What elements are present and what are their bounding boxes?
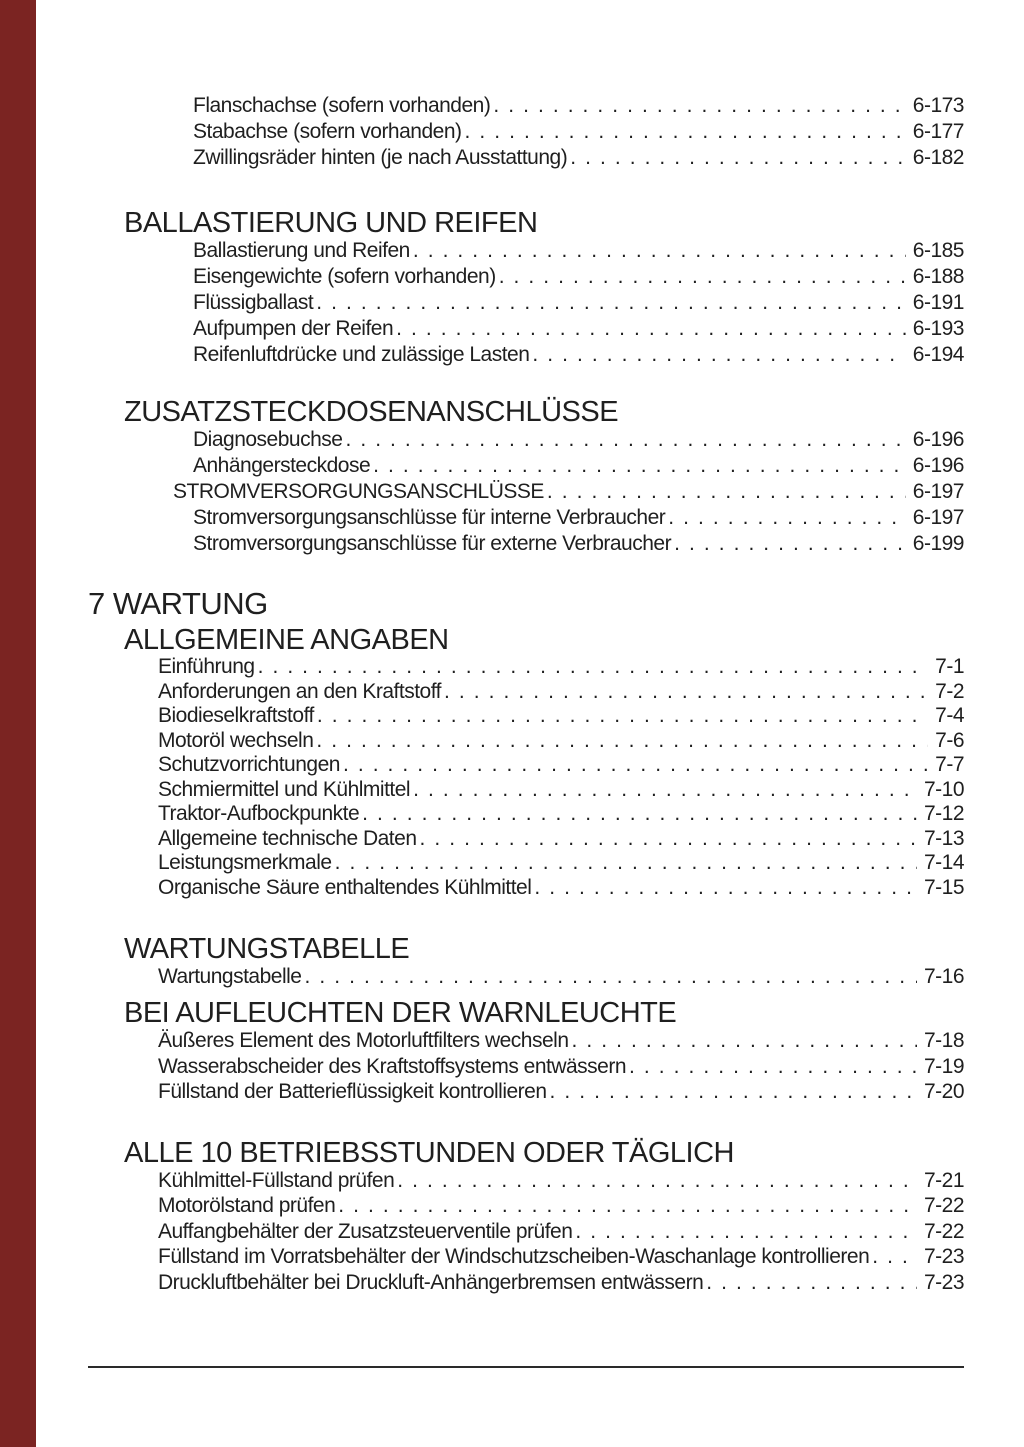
toc-entry-page: 6-199 (912, 532, 964, 555)
dot-leader (493, 93, 905, 119)
toc-entry (88, 505, 964, 531)
toc-entry (88, 145, 964, 171)
dot-leader (534, 876, 917, 901)
dot-leader (575, 1219, 917, 1245)
toc-entry-page: 7-23 (923, 1270, 964, 1294)
dot-leader (317, 704, 928, 729)
section-heading: BEI AUFLEUCHTEN DER WARNLEUCHTE (124, 997, 677, 1029)
toc-entry-page: 7-20 (923, 1080, 964, 1103)
dot-leader (420, 827, 917, 852)
toc-entry (88, 1054, 964, 1080)
dot-leader (674, 531, 906, 557)
dot-leader (316, 729, 928, 754)
toc-entry-label: Allgemeine technische Daten (158, 826, 417, 850)
toc-content (88, 0, 964, 1368)
toc-block (88, 998, 964, 1105)
toc-entry-page: 7-22 (923, 1194, 964, 1217)
toc-entry (88, 655, 964, 680)
toc-entry-label: Biodieselkraftstoff (158, 704, 314, 727)
toc-entry (88, 1193, 964, 1219)
toc-entry (88, 680, 964, 705)
toc-entry-label: Stromversorgungsanschlüsse für externe Verbraucher (193, 532, 672, 555)
chapter-title: 7 WARTUNG (88, 586, 268, 621)
toc-entry-label: Eisengewichte (sofern vorhanden) (193, 265, 496, 288)
dot-leader (338, 1193, 917, 1219)
toc-entry-page: 6-196 (912, 428, 964, 451)
toc-entry (88, 851, 964, 876)
dot-leader (629, 1054, 917, 1080)
dot-leader (444, 680, 928, 705)
toc-entry-label: Schmiermittel und Kühlmittel (158, 777, 411, 801)
toc-entry-page: 7-6 (935, 728, 964, 752)
dot-leader (550, 1079, 917, 1105)
toc-entry-label: Füllstand der Batterieflüssigkeit kontrollieren (158, 1080, 547, 1103)
dot-leader (570, 145, 906, 171)
toc-entry (88, 93, 964, 119)
toc-entry-page: 7-19 (923, 1054, 964, 1078)
toc-entry (88, 802, 964, 827)
toc-entry-label: Zwillingsräder hinten (je nach Ausstattung) (193, 146, 568, 169)
toc-entry (88, 704, 964, 729)
toc-entry (88, 264, 964, 290)
dot-leader (532, 342, 905, 368)
section-heading: ALLE 10 BETRIEBSSTUNDEN ODER TÄGLICH (124, 1136, 734, 1169)
dot-leader (499, 264, 906, 290)
toc-entry (88, 316, 964, 342)
toc-entry (88, 479, 964, 505)
toc-entry-page: 7-12 (923, 802, 964, 825)
toc-entry-label: Stabachse (sofern vorhanden) (193, 120, 462, 143)
toc-entry (88, 1219, 964, 1245)
toc-entry (88, 531, 964, 557)
toc-entry (88, 1244, 964, 1270)
footer-divider (88, 1366, 964, 1368)
toc-entry-page: 7-18 (923, 1029, 964, 1052)
toc-block (88, 397, 964, 557)
section-heading: ALLGEMEINE ANGABEN (124, 624, 449, 656)
toc-entry-page: 7-22 (923, 1219, 964, 1243)
toc-entry-label: Einführung (158, 655, 255, 678)
toc-entry-page: 6-191 (912, 291, 964, 314)
toc-entry-label: Wartungstabelle (158, 965, 302, 988)
toc-block (88, 208, 964, 368)
toc-entry-label: Motoröl wechseln (158, 728, 314, 752)
dot-leader (465, 119, 906, 145)
toc-entry-page: 7-23 (923, 1245, 964, 1268)
toc-entry-label: Ballastierung und Reifen (193, 239, 410, 262)
toc-entry-label: Flüssigballast (193, 291, 314, 314)
toc-entry-label: Füllstand im Vorratsbehälter der Windschutzscheiben-Waschanlage kontrollieren (158, 1245, 870, 1268)
toc-entry (88, 342, 964, 368)
toc-entry-page: 6-182 (912, 146, 964, 169)
toc-entry (88, 238, 964, 264)
toc-entry-label: Wasserabscheider des Kraftstoffsystems entwässern (158, 1054, 627, 1078)
toc-entry-page: 6-185 (912, 239, 964, 262)
toc-entry (88, 876, 964, 901)
toc-entry (88, 964, 964, 990)
dot-leader (335, 851, 917, 876)
section-heading: ZUSATZSTECKDOSENANSCHLÜSSE (124, 396, 619, 428)
toc-entry-label: Auffangbehälter der Zusatzsteuerventile prüfen (158, 1219, 573, 1243)
toc-block (88, 93, 964, 171)
toc-entry-page: 6-188 (912, 265, 964, 288)
toc-entry-page: 6-193 (912, 317, 964, 340)
toc-entry-page: 7-14 (923, 851, 964, 874)
toc-entry-label: Traktor-Aufbockpunkte (158, 802, 360, 825)
toc-entry-label: Anforderungen an den Kraftstoff (158, 679, 441, 703)
toc-entry (88, 1168, 964, 1194)
toc-entry-label: Druckluftbehälter bei Druckluft-Anhängerbremsen entwässern (158, 1270, 704, 1294)
toc-entry (88, 1028, 964, 1054)
toc-entry-label: Äußeres Element des Motorluftfilters wechseln (158, 1029, 569, 1052)
toc-entry-page: 7-21 (923, 1168, 964, 1192)
toc-entry-label: Diagnosebuchse (193, 428, 343, 451)
toc-entry-page: 6-197 (912, 506, 964, 529)
dot-leader (316, 290, 906, 316)
toc-entry-page: 7-15 (923, 875, 964, 899)
toc-entry-page: 6-194 (912, 343, 964, 366)
chapter-edge-bar (0, 0, 36, 1447)
dot-leader (258, 655, 929, 680)
toc-entry-page: 7-1 (935, 655, 964, 678)
dot-leader (396, 316, 906, 342)
toc-entry-page: 7-16 (923, 965, 964, 988)
chapter-block (88, 587, 964, 621)
toc-entry-label: STROMVERSORGUNGSANSCHLÜSSE (173, 480, 544, 503)
toc-entry (88, 778, 964, 803)
toc-entry-page: 6-197 (912, 480, 964, 503)
dot-leader (706, 1270, 917, 1296)
dot-leader (345, 427, 905, 453)
toc-entry-page: 7-2 (935, 679, 964, 703)
toc-entry (88, 729, 964, 754)
toc-entry-label: Organische Säure enthaltendes Kühlmittel (158, 875, 532, 899)
toc-entry-label: Kühlmittel-Füllstand prüfen (158, 1168, 395, 1192)
dot-leader (572, 1028, 917, 1054)
section-heading: BALLASTIERUNG UND REIFEN (124, 207, 538, 239)
toc-entry-page: 7-13 (923, 826, 964, 850)
dot-leader (362, 802, 917, 827)
toc-entry-label: Motorölstand prüfen (158, 1194, 336, 1217)
dot-leader (872, 1244, 917, 1270)
toc-entry (88, 1079, 964, 1105)
toc-entry-label: Aufpumpen der Reifen (193, 317, 394, 340)
toc-block (88, 1138, 964, 1296)
dot-leader (547, 479, 906, 505)
dot-leader (413, 778, 917, 803)
toc-entry-label: Flanschachse (sofern vorhanden) (193, 94, 491, 117)
section-heading: WARTUNGSTABELLE (124, 933, 410, 965)
toc-entry-page: 7-10 (923, 777, 964, 801)
dot-leader (304, 964, 917, 990)
dot-leader (343, 753, 928, 778)
toc-entry (88, 453, 964, 479)
dot-leader (397, 1168, 917, 1194)
toc-entry (88, 427, 964, 453)
toc-entry-label: Reifenluftdrücke und zulässige Lasten (193, 343, 530, 366)
toc-entry-label: Leistungsmerkmale (158, 851, 332, 874)
toc-entry-page: 6-196 (912, 454, 964, 477)
toc-entry (88, 1270, 964, 1296)
toc-entry-label: Anhängersteckdose (193, 454, 371, 477)
toc-entry (88, 827, 964, 852)
dot-leader (413, 238, 906, 264)
toc-block (88, 934, 964, 990)
toc-entry-page: 7-4 (935, 704, 964, 727)
toc-entry (88, 753, 964, 778)
toc-entry-page: 6-177 (912, 120, 964, 143)
toc-entry (88, 119, 964, 145)
toc-entry-label: Stromversorgungsanschlüsse für interne Verbraucher (193, 506, 666, 529)
toc-entry-page: 6-173 (912, 94, 964, 117)
dot-leader (668, 505, 906, 531)
dot-leader (373, 453, 906, 479)
toc-entry-page: 7-7 (935, 753, 964, 776)
toc-entry (88, 290, 964, 316)
toc-entry-label: Schutzvorrichtungen (158, 753, 340, 776)
toc-block (88, 625, 964, 900)
